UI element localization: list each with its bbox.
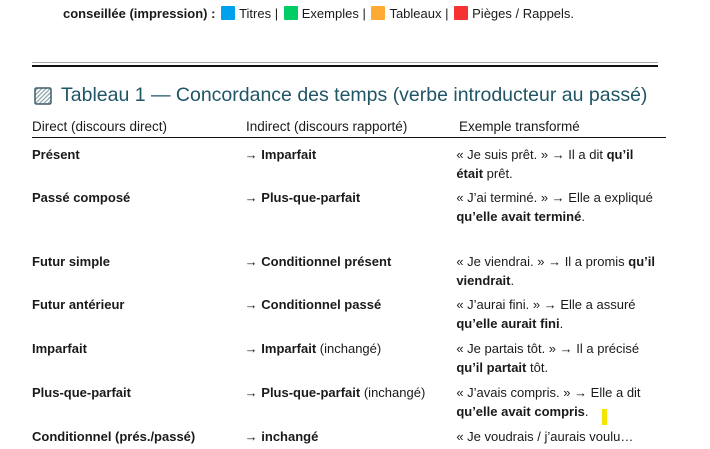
cell-direct: Plus-que-parfait	[32, 385, 131, 400]
cell-direct: Présent	[32, 147, 80, 162]
cell-example: « Je suis prêt. » → Il a dit qu’il était prêt.	[456, 147, 634, 181]
legend-separator: |	[274, 6, 279, 21]
cell-direct: Futur antérieur	[32, 297, 125, 312]
cell-example: « Je partais tôt. » → Il a précisé qu’il partait tôt.	[456, 341, 640, 375]
table-caption	[34, 84, 647, 107]
cell-example: « Je viendrai. » → Il a promis qu’il viendrait.	[456, 254, 655, 288]
hatched-square-icon	[34, 87, 52, 105]
cell-indirect: → Conditionnel présent	[244, 254, 392, 269]
legend-item-tableaux: Tableaux	[389, 6, 442, 21]
orange-swatch-icon	[371, 6, 385, 20]
header-example: Exemple transformé	[459, 119, 580, 134]
header-direct: Direct (discours direct)	[32, 119, 168, 134]
cell-example: « Je voudrais / j’aurais voulu…	[456, 429, 634, 444]
cell-indirect: → Imparfait	[244, 147, 317, 162]
cell-example: « J’ai terminé. » → Elle a expliqué qu’elle avait terminé.	[456, 190, 653, 224]
table-row	[32, 427, 666, 449]
blue-swatch-icon	[221, 6, 235, 20]
cell-direct: Passé composé	[32, 190, 131, 205]
legend-label: conseillée (impression) :	[63, 6, 216, 21]
table-row	[32, 188, 666, 252]
table-row	[32, 145, 666, 188]
legend-separator: |	[445, 6, 449, 21]
cell-indirect: → Plus-que-parfait (inchangé)	[244, 385, 426, 400]
legend-separator: |	[362, 6, 366, 21]
text-cursor	[602, 409, 607, 425]
caption-text: Tableau 1 — Concordance des temps (verbe introducteur au passé)	[61, 84, 648, 106]
cell-direct: Imparfait	[32, 341, 87, 356]
table-row	[32, 383, 666, 427]
header-indirect: Indirect (discours rapporté)	[246, 119, 408, 134]
legend-item-pieges: Pièges / Rappels.	[472, 6, 575, 21]
table-row	[32, 252, 666, 295]
table-row	[32, 339, 666, 383]
table-header-row	[32, 117, 666, 138]
cell-indirect: → Imparfait (inchangé)	[244, 341, 382, 356]
concordance-table	[32, 117, 666, 449]
section-divider	[32, 62, 658, 67]
table-row	[32, 295, 666, 339]
red-swatch-icon	[454, 6, 468, 20]
color-legend	[63, 4, 683, 24]
cell-example: « J’avais compris. » → Elle a dit qu’elle avait compris.	[456, 383, 666, 427]
cell-direct: Conditionnel (prés./passé)	[32, 429, 196, 444]
green-swatch-icon	[284, 6, 298, 20]
cell-indirect: → inchangé	[244, 429, 319, 444]
cell-indirect: → Plus-que-parfait	[244, 190, 361, 205]
cell-direct: Futur simple	[32, 254, 111, 269]
cell-indirect: → Conditionnel passé	[244, 297, 382, 312]
cell-example: « J’aurai fini. » → Elle a assuré qu’elle aurait fini.	[456, 297, 636, 331]
legend-item-exemples: Exemples	[301, 6, 359, 21]
legend-item-titres: Titres	[239, 6, 272, 21]
